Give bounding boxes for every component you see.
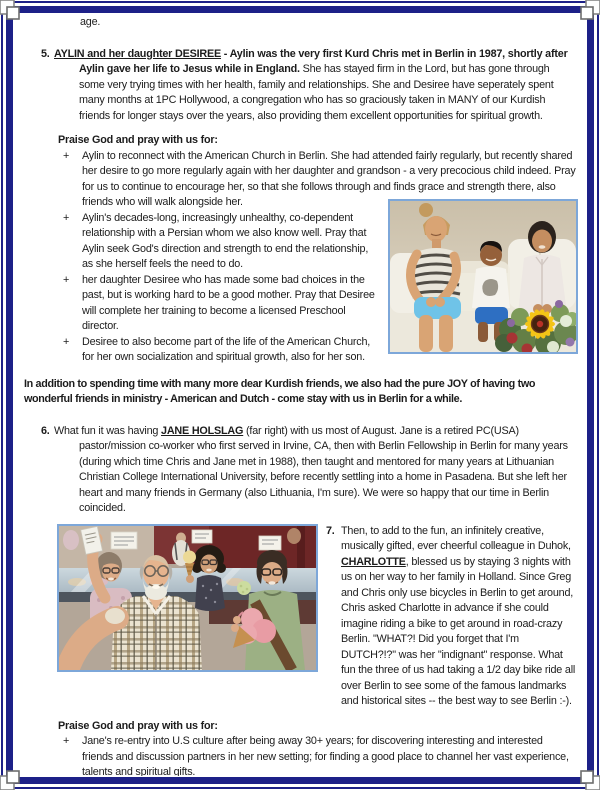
page-content	[14, 14, 586, 776]
item7-body: , blessed us by staying 3 nights with us on her way to her family in Holland. Since Greg and Chris only use bicycles in Berlin to get around, Chris asked Charlotte in advance if she could imagine riding a bike to get around in road-crazy Berlin. "WHAT?! Did you forget that I'm DUTCH?!?" was her "indignant" response. What fun the three of us had taking a 1/2 day bike ride all over Berlin to see some of the famous landmarks and historical sites -- the best way to see Berlin :-).	[341, 555, 576, 707]
list-item-6	[26, 424, 576, 517]
item6-body: (far right) with us most of August. Jane is a retired PC(USA) pastor/mission co-worker who first served in Irvine, CA, then with Berlin Fellowship in Berlin for many years (during which time Chris and Jane met in 1988), then taught and mentored for many years at Lithuanian Christian College International University, before recently settling into a home in Pasadena. But she left her heart and many friends in Germany (also Lithuania, I'm sure). We were so happy that our time in Berlin coincided.	[79, 424, 568, 514]
corner-ornament-icon	[575, 0, 600, 25]
plus-bullet-icon: +	[63, 149, 70, 162]
carryover-text: age.	[80, 16, 101, 28]
item-number: 5.	[41, 47, 50, 60]
family-photo	[388, 199, 578, 354]
bullet-text: her daughter Desiree who has made some bad choices in the past, but is working hard to be a good mother. Pray that Desiree will complete her training to become a licensed Preschool director.	[82, 273, 375, 332]
bullet-text: Jane's re-entry into U.S culture after being away 30+ years; for discovering interesting and interested friends and discussion partners in her new setting; for finding a good place to channel her vast experience, talents and spiritual gifts.	[82, 735, 569, 776]
item6-lead: What fun it was having	[54, 424, 162, 437]
item7-row	[57, 524, 576, 710]
praise-section-1	[26, 133, 576, 366]
prayer-bullet	[58, 273, 380, 335]
list-item-5	[26, 47, 576, 125]
item5-title: AYLIN and her daughter DESIREE	[54, 47, 221, 60]
item5-body: She has stayed firm in the Lord, but has gone through some very trying times with her health, family and relationships. She and Desiree have seperately spent many months at 1PC Hollywood, a congregation who has so graciously taken in MANY of our Kurdish friends for longer stays over the years, also providing them excellent opportunities for spiritual growth.	[79, 63, 554, 122]
corner-ornament-icon	[0, 0, 25, 25]
bullet-text: Aylin to reconnect with the American Church in Berlin. She had attended fairly regularly, but recently shared her desire to go more regularly again with her daughter and grandson - a very precocious child indeed. Pray for us to continue to encourage her, so that she follows through and finds grace and strength there, also friends who will walk alongside her.	[82, 149, 576, 208]
praise-heading-2: Praise God and pray with us for:	[58, 719, 218, 732]
prayer-bullet	[58, 211, 380, 273]
plus-bullet-icon: +	[63, 335, 70, 348]
item5-title-rest: - Aylin was the very first Kurd Chris met in Berlin in 1987, shortly after Aylin gave her life to Jesus while in England.	[79, 47, 568, 75]
item7-name: CHARLOTTE	[341, 555, 406, 568]
item7-lead: Then, to add to the fun, an infinitely creative, musically gifted, ever cheerful colleague in Duhok,	[341, 524, 571, 552]
item6-name: JANE HOLSLAG	[161, 424, 244, 437]
interlude-paragraph: In addition to spending time with many more dear Kurdish friends, we also had the pure JOY of having two wonderful friends in ministry - American and Dutch - come stay with us in Berlin for a while.	[24, 377, 536, 405]
plus-bullet-icon: +	[63, 211, 70, 224]
item7-column	[326, 524, 576, 710]
plus-bullet-icon: +	[63, 273, 70, 286]
prayer-bullet	[58, 335, 380, 366]
corner-ornament-icon	[575, 765, 600, 790]
praise-heading-1: Praise God and pray with us for:	[58, 134, 218, 146]
plus-bullet-icon: +	[63, 735, 70, 747]
ice-cream-selfie-photo	[57, 524, 318, 672]
list-item-7	[326, 524, 576, 710]
prayer-bullet	[58, 734, 576, 776]
bullet-text: Desiree to also become part of the life of the American Church, for her own socialization and spiritual growth, also for her son.	[82, 335, 371, 363]
praise-section-2	[26, 719, 576, 777]
item-number: 7.	[326, 524, 335, 537]
corner-ornament-icon	[0, 765, 25, 790]
item-number: 6.	[41, 424, 50, 437]
bullet-text: Aylin's decades-long, increasingly unhealthy, co-dependent relationship with a Persian whom we also know well. Pray that Aylin seek God's direction and strength to end the relationship, as she herself feels the need to do.	[82, 211, 369, 270]
